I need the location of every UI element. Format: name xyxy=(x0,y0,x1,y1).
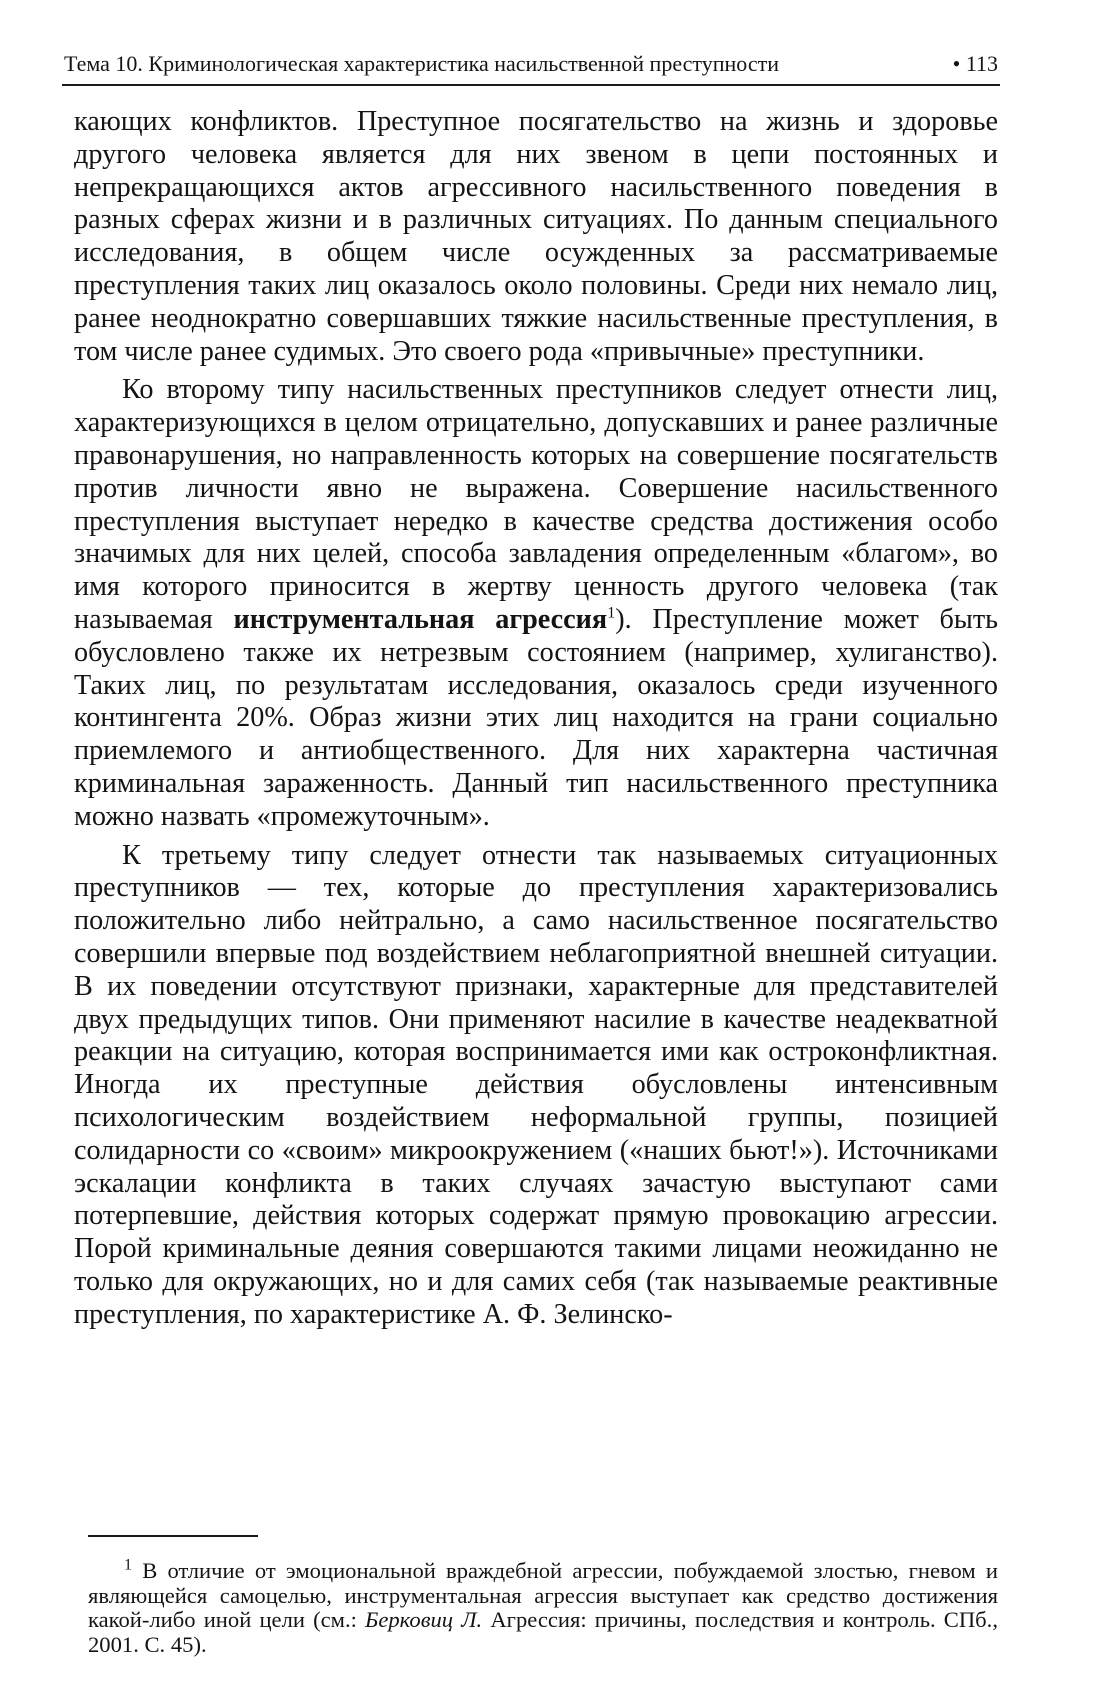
header-separator: • xyxy=(952,51,961,76)
page-number-group xyxy=(953,50,998,78)
paragraph-2-text-before: Ко второму типу насильственных преступников следует отнести лиц, характеризующихся в целом отрицательно, допускавших и ранее различные правонарушения, но направленность которых на совершение посягательств против личности явно не выражена. Совершение насильственного преступления выступает нередко в качестве средства достижения особо значимых для них целей, способа завладения определенным «благом», во имя которого приносится в жертву ценность другого человека (так называемая xyxy=(74,374,998,635)
paragraph-1: кающих конфликтов. Преступное посягательство на жизнь и здоровье другого человека является для них звеном в цепи постоянных и непрекращающихся актов агрессивного насильственного поведения в разных сферах жизни и в различных ситуациях. По данным специального исследования, в общем числе осужденных за рассматриваемые преступления таких лиц оказалось около половины. Среди них немало лиц, ранее неоднократно совершавших тяжкие насильственные преступления, в том числе ранее судимых. Это своего рода «привычные» преступники. xyxy=(74,106,998,367)
paragraph-2 xyxy=(74,374,998,833)
running-title: Тема 10. Криминологическая характеристика насильственной преступности xyxy=(64,51,779,76)
page-number: 113 xyxy=(965,51,998,76)
paragraph-2-text-after: ). Преступление может быть обусловлено также их нетрезвым состоянием (например, хулиганство). Таких лиц, по результатам исследования, оказалось среди изученного контингента 20%. Образ жизни этих лиц находится на грани социально приемлемого и антиобщественного. Для них характерна частичная криминальная зараженность. Данный тип насильственного преступника можно назвать «промежуточным». xyxy=(74,603,999,832)
paragraph-3: К третьему типу следует отнести так называемых ситуационных преступников — тех, которые до преступления характеризовались положительно либо нейтрально, а само насильственное посягательство совершили впервые под воздействием неблагоприятной внешней ситуации. В их поведении отсутствуют признаки, характерные для представителей двух предыдущих типов. Они применяют насилие в качестве неадекватной реакции на ситуацию, которая воспринимается ими как остроконфликтная. Иногда их преступные действия обусловлены интенсивным психологическим воздействием неформальной группы, позицией солидарности со «своим» микроокружением («наших бьют!»). Источниками эскалации конфликта в таких случаях зачастую выступают сами потерпевшие, действия которых содержат прямую провокацию агрессии. Порой криминальные деяния совершаются такими лицами неожиданно не только для окружающих, но и для самих себя (так называемые реактивные преступления, по характеристике А. Ф. Зелинско- xyxy=(74,839,998,1330)
footnote xyxy=(88,1556,998,1657)
footnote-author: Берковиц Л. xyxy=(365,1607,483,1633)
book-page xyxy=(50,0,998,1684)
footnote-text-after: Агрессия: причины, последствия и контроль. СПб., 2001. С. 45). xyxy=(88,1607,998,1657)
header-rule xyxy=(62,84,1000,86)
term-instrumental-aggression: инструментальная агрессия xyxy=(233,603,608,635)
footnote-text-before: В отличие от эмоциональной враждебной агрессии, побуждаемой злостью, гневом и являющейся самоцелью, инструментальная агрессия выступает как средство достижения какой-либо иной цели (см.: xyxy=(88,1558,998,1633)
running-header xyxy=(64,50,998,78)
footnote-mark: 1 xyxy=(124,1556,132,1574)
main-text xyxy=(74,106,998,1331)
footnote-reference[interactable]: 1 xyxy=(607,604,616,622)
footnote-rule xyxy=(88,1535,258,1537)
